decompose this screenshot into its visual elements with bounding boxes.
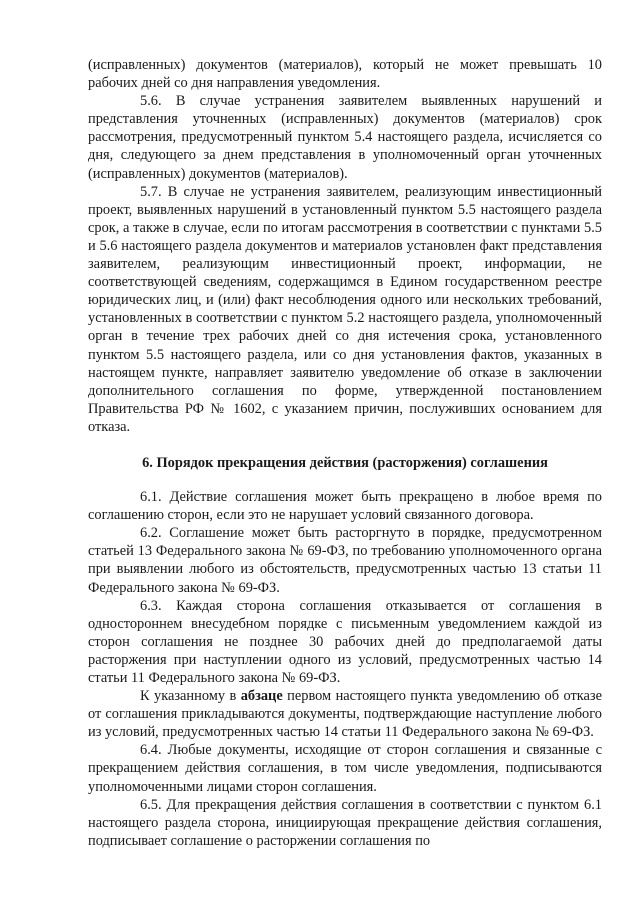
paragraph-6-2: 6.2. Соглашение может быть расторгнуто в порядке, предусмотренном статьей 13 Федерального закона № 69-ФЗ, по требованию уполномоченного органа при выявлении любого из обстоятельств, предусмотренных частью 13 статьи 11 Федерального закона № 69-ФЗ. xyxy=(88,525,602,596)
paragraph-6-3-attachments-post: первом настоящего пункта уведомлению об отказе от соглашения прикладываются документы, подтверждающие наступление любого из условий, предусмотренных частью 14 статьи 11 Федерального закона № 69-ФЗ. xyxy=(88,688,603,741)
paragraph-6-4: 6.4. Любые документы, исходящие от сторон соглашения и связанные с прекращением действия соглашения, в том числе уведомления, подписываются уполномоченными лицами сторон соглашения. xyxy=(88,742,602,795)
document-page xyxy=(88,56,602,850)
paragraph-6-5: 6.5. Для прекращения действия соглашения в соответствии с пунктом 6.1 настоящего раздела сторона, инициирующая прекращение действия соглашения, подписывает соглашение о расторжении соглашения по xyxy=(88,796,602,849)
paragraph-6-3-attachments-bold: абзаце xyxy=(240,688,283,705)
paragraph-continuation: (исправленных) документов (материалов), который не может превышать 10 рабочих дней со дня направления уведомления. xyxy=(88,57,602,92)
paragraph-6-3-attachments-pre: К указанному в xyxy=(140,688,241,705)
paragraph-5-7: 5.7. В случае не устранения заявителем, реализующим инвестиционный проект, выявленных нарушений в установленный пунктом 5.5 настоящего раздела срок, а также в случае, если по итогам рассмотрения в соответствии с пунктами 5.5 и 5.6 настоящего раздела документов и материалов установлен факт представления заявителем, реализующим инвестиционный проект, информации, не соответствующей сведениям, содержащимся в Едином государственном реестре юридических лиц, и (или) факт несоблюдения одного или нескольких требований, установленных в соответствии с пунктом 5.2 настоящего раздела, уполномоченный орган в течение трех рабочих дней со дня истечения срока, установленного пунктом 5.5 настоящего раздела, или со дня установления фактов, указанных в настоящем пункте, направляет заявителю уведомление об отказе в заключении дополнительного соглашения по форме, утвержденной постановлением Правительства РФ № 1602, с указанием причин, послуживших основанием для отказа. xyxy=(88,183,602,435)
paragraph-6-1: 6.1. Действие соглашения может быть прекращено в любое время по соглашению сторон, если это не нарушает условий связанного договора. xyxy=(88,489,602,524)
paragraph-6-3-attachments xyxy=(88,687,602,741)
paragraph-6-3: 6.3. Каждая сторона соглашения отказывается от соглашения в одностороннем внесудебном порядке с письменным уведомлением каждой из сторон соглашения не позднее 30 рабочих дней до предполагаемой даты расторжения при наступлении одного из условий, предусмотренных частью 14 статьи 11 Федерального закона № 69-ФЗ. xyxy=(88,597,602,686)
section-6-heading: 6. Порядок прекращения действия (расторжения) соглашения xyxy=(142,454,548,471)
paragraph-5-6: 5.6. В случае устранения заявителем выявленных нарушений и представления уточненных (исправленных) документов (материалов) срок рассмотрения, предусмотренный пунктом 5.4 настоящего раздела, исчисляется со дня, следующего за днем представления в уполномоченный орган уточненных (исправленных) документов (материалов). xyxy=(88,93,602,182)
